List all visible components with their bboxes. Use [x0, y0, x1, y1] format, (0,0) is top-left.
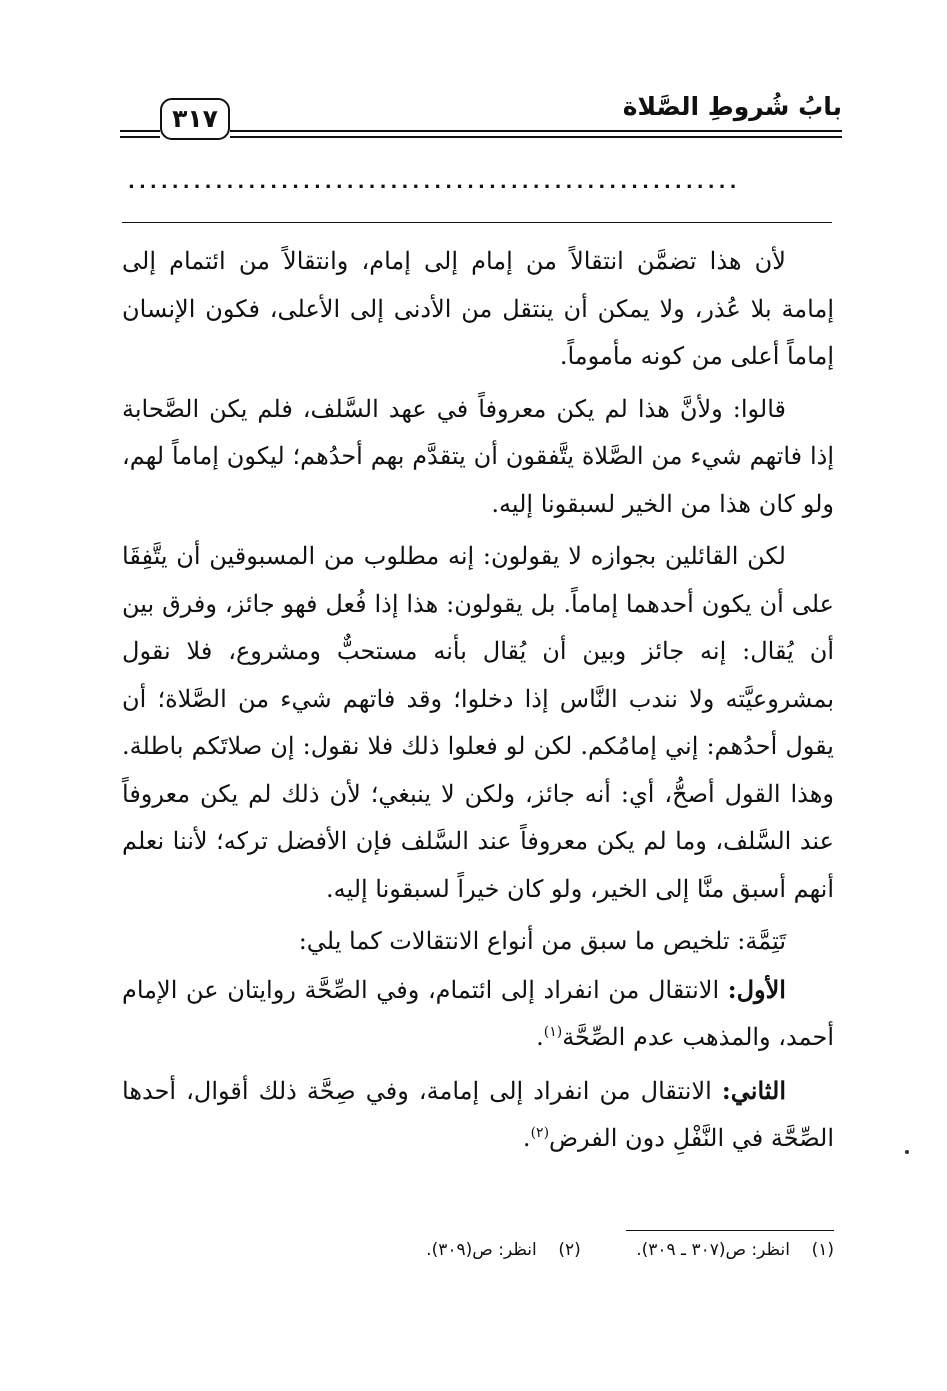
footnotes [240, 1240, 834, 1260]
footnote-ref-2: (٢) [530, 1125, 550, 1141]
footnote-rule [626, 1230, 834, 1231]
page-number: ٣١٧ [160, 98, 230, 140]
body-text [122, 238, 834, 1168]
chapter-title: بابُ شُروطِ الصَّلاة [622, 92, 842, 121]
tatimma-paragraph [122, 918, 834, 966]
first-item-text: الانتقال من انفراد إلى ائتمام، وفي الصِّحَّة روايتان عن الإمام أحمد، والمذهب عدم الصِّحَّة [122, 975, 834, 1051]
header-rule-upper [230, 130, 842, 132]
footnote-2 [426, 1240, 581, 1260]
footnote-number: (٢) [558, 1240, 581, 1260]
second-item-text: الانتقال من انفراد إلى إمامة، وفي صِحَّة ذلك أقوال، أحدها الصِّحَّة في النَّفْلِ دون الفرض [122, 1076, 834, 1152]
footnote-text: انظر: ص(٣٠٧ ـ ٣٠٩). [636, 1240, 790, 1260]
footnote-number: (١) [811, 1240, 834, 1260]
header-rule-left-lower [120, 136, 160, 138]
header-rule-left-upper [120, 130, 160, 132]
first-item-lead: الأول: [727, 974, 786, 1004]
first-item-paragraph: الأول: الانتقال من انفراد إلى ائتمام، وفي الصِّحَّة روايتان عن الإمام أحمد، والمذهب عدم الصِّحَّة$^{(١)}$. [122, 974, 834, 1051]
tatimma-lead: تَتِمَّة: [737, 927, 786, 955]
page-header [120, 92, 842, 152]
second-item-paragraph: الثاني: الانتقال من انفراد إلى إمامة، وفي صِحَّة ذلك أقوال، أحدها الصِّحَّة في النَّفْلِ دون الفرض$^{(٢)}$. [122, 1075, 834, 1152]
header-rule-lower [230, 136, 842, 138]
top-rule [122, 222, 832, 223]
footnote-1 [631, 1240, 834, 1260]
paragraph: لكن القائلين بجوازه لا يقولون: إنه مطلوب من المسبوقين أن يتَّفِقَا على أن يكون أحدهما إماماً. بل يقولون: هذا إذا فُعل فهو جائز، وفرق بين أن يُقال: إنه جائز وبين أن يُقال بأنه مستحبٌّ ومشروع، فلا نقول بمشروعيَّته ولا نندب النَّاس إذا دخلوا؛ وقد فاتهم شيء من الصَّلاة؛ أن يقول أحدُهم: إني إمامُكم. لكن لو فعلوا ذلك فلا نقول: إن صلاتَكم باطلة. وهذا القول أصحُّ، أي: أنه جائز، ولكن لا ينبغي؛ لأن ذلك لم يكن معروفاً عند السَّلف، وما لم يكن معروفاً عند السَّلف فإن الأفضل تركه؛ لأننا نعلم أنهم أسبق منَّا إلى الخير، ولو كان خيراً لسبقونا إليه. [122, 542, 834, 903]
paragraph: قالوا: ولأنَّ هذا لم يكن معروفاً في عهد السَّلف، فلم يكن الصَّحابة إذا فاتهم شيء من الصَّلاة يتَّفقون أن يتقدَّم بهم أحدُهم؛ ليكون إماماً لهم، ولو كان هذا من الخير لسبقونا إليه. [122, 394, 834, 518]
footnote-text: انظر: ص(٣٠٩). [426, 1240, 537, 1260]
separator-dots: ........................................................ [128, 172, 741, 193]
paragraph: لأن هذا تضمَّن انتقالاً من إمام إلى إمام، وانتقالاً من ائتمام إلى إمامة بلا عُذر، ولا يمكن أن ينتقل من الأدنى إلى الأعلى، فكون الإنسان إماماً أعلى من كونه مأموماً. [122, 247, 834, 370]
tatimma-text: تلخيص ما سبق من أنواع الانتقالات كما يلي: [298, 927, 730, 955]
footnote-ref-1: (١) [543, 1024, 563, 1040]
scan-speck [905, 1150, 909, 1154]
second-item-lead: الثاني: [721, 1075, 786, 1105]
